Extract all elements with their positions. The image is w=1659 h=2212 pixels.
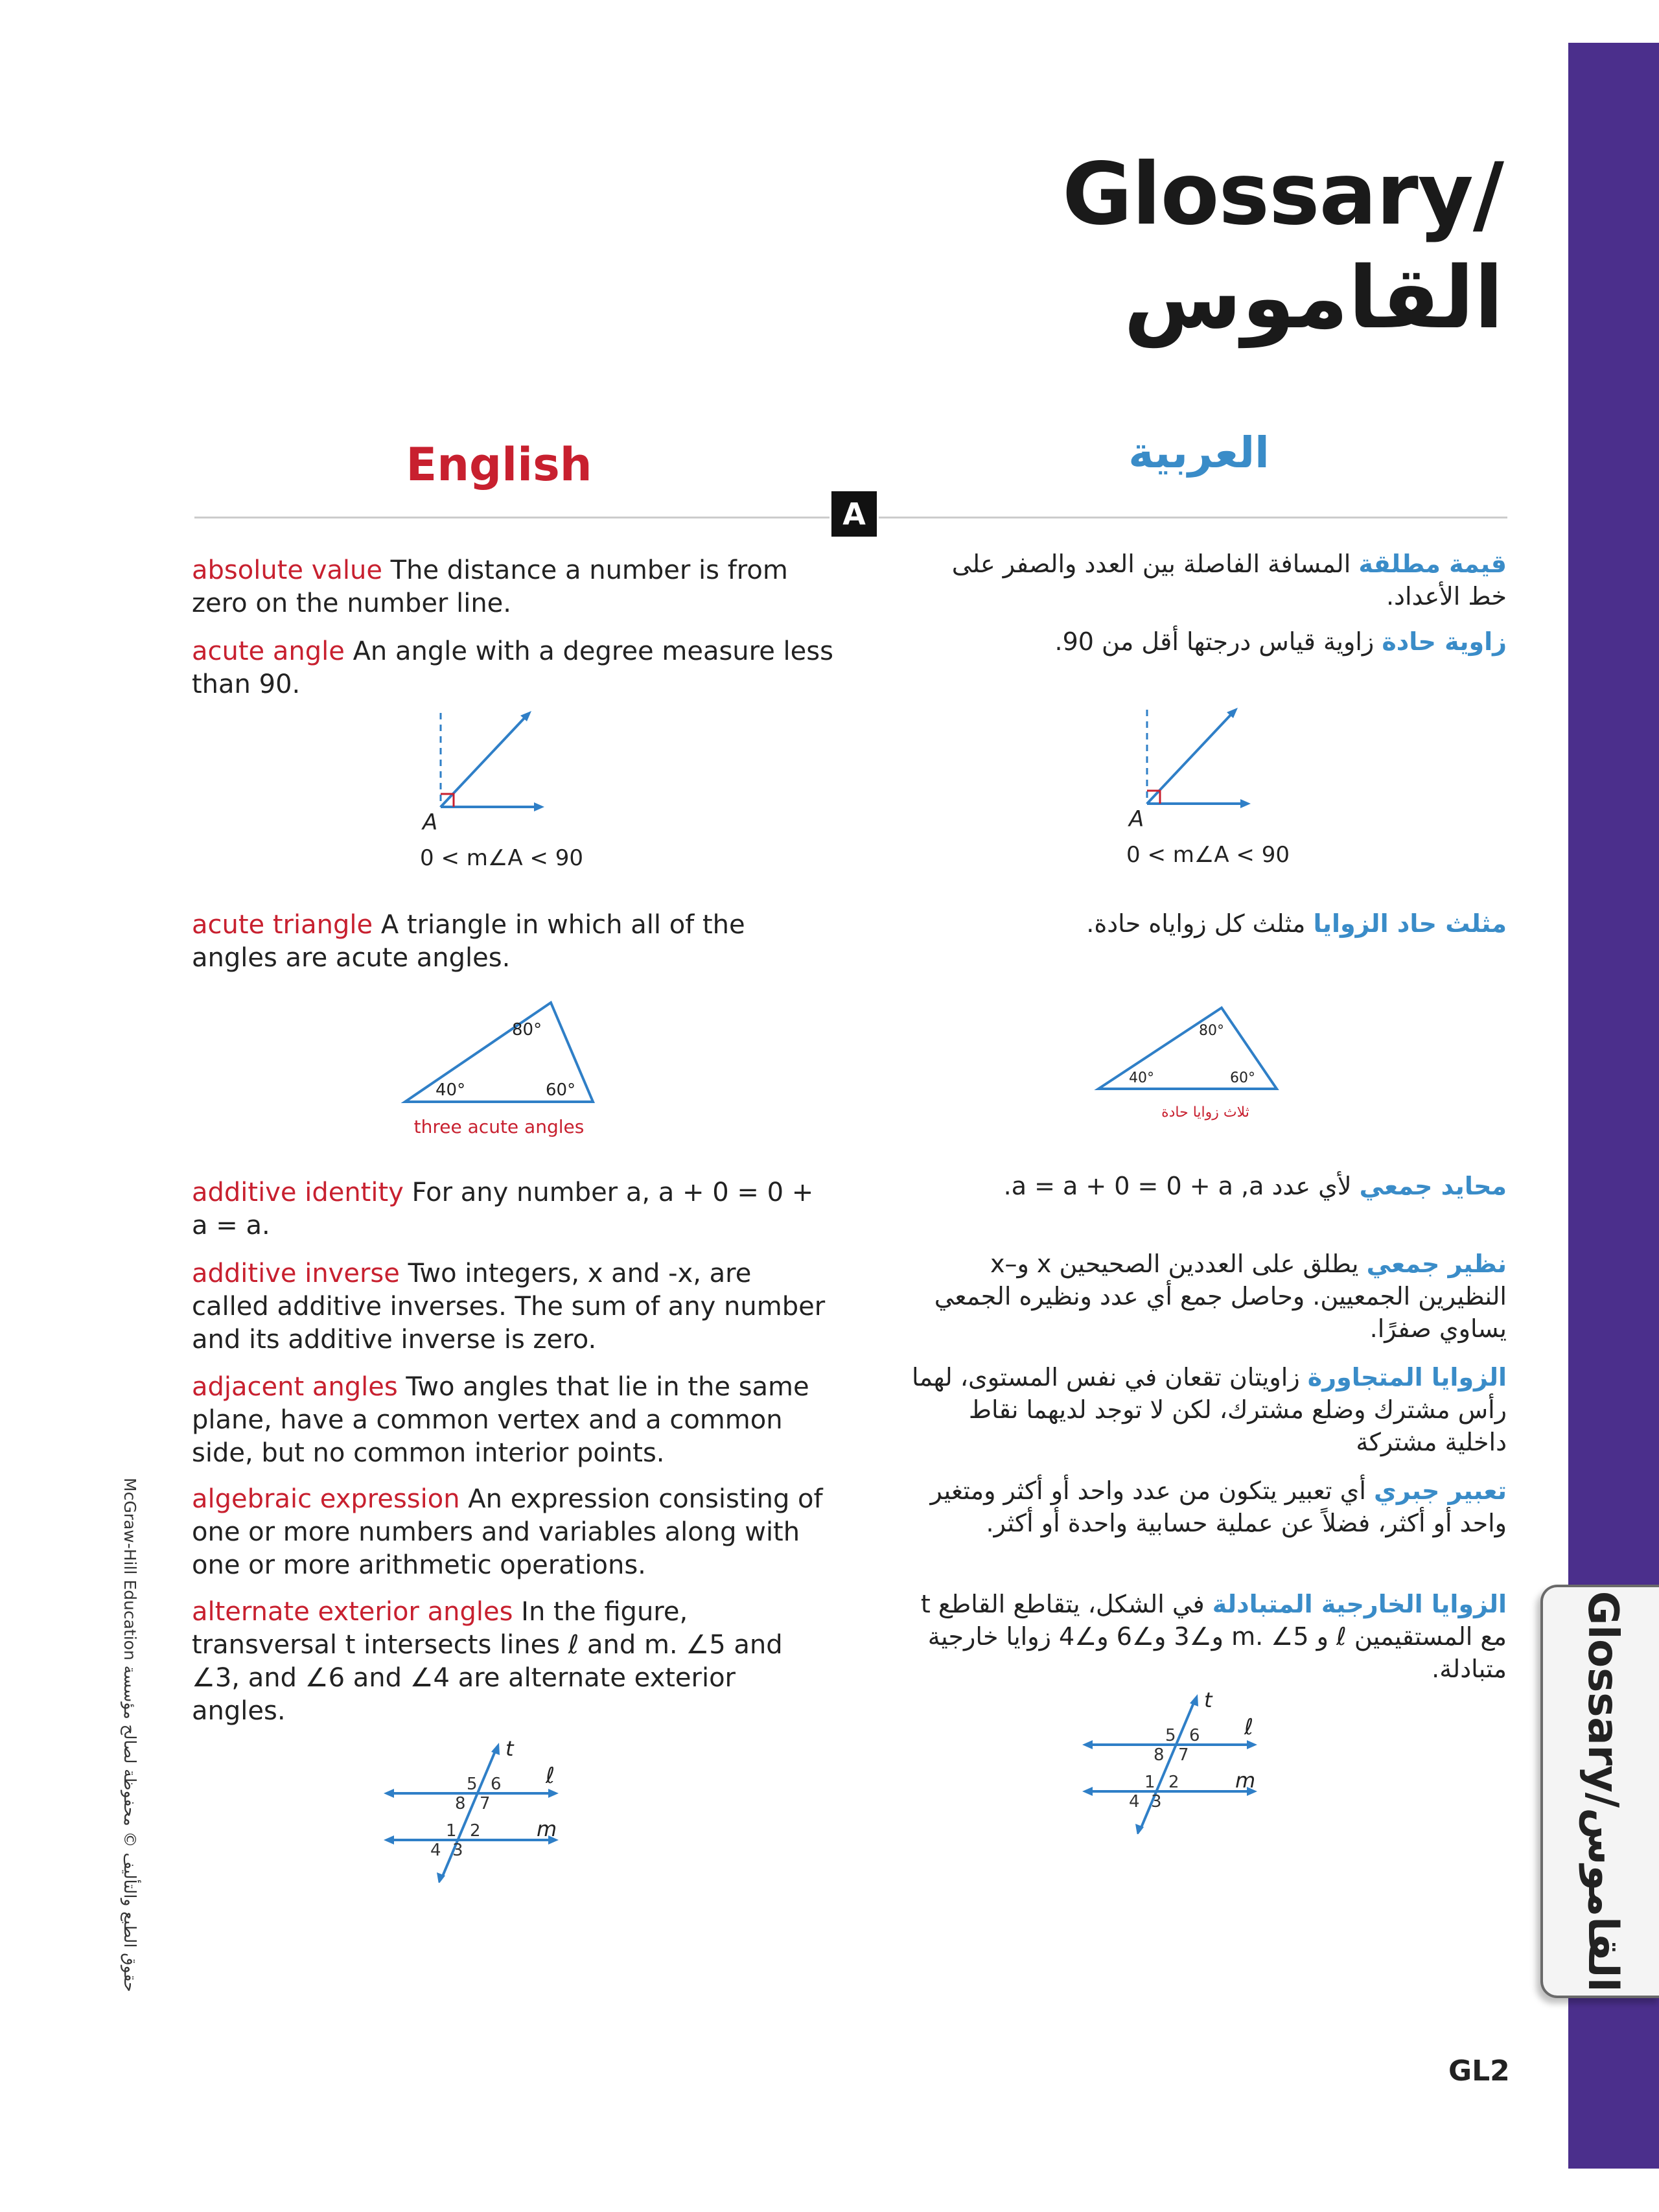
section-letter-badge: A — [831, 491, 877, 537]
entry-definition: The distance a number is from zero on the number line. — [192, 555, 788, 618]
angle-6: 6 — [1189, 1726, 1200, 1745]
entry-algebraic-expression — [192, 1483, 833, 1582]
label-l: ℓ — [546, 1763, 555, 1789]
ar-entry-definition: زاويتان تقعان في نفس المستوى، لهما رأس مشترك وضلع مشترك، لكن لا توجد لديهما نقاط داخلية مشتركة — [912, 1363, 1507, 1456]
entry-acute-triangle — [192, 909, 833, 975]
ar-entry-additive-inverse — [907, 1248, 1507, 1345]
triangle-top-angle: 80° — [1199, 1023, 1224, 1039]
entry-term: adjacent angles — [192, 1372, 398, 1402]
angle-8: 8 — [1154, 1745, 1165, 1765]
entry-adjacent-angles — [192, 1371, 833, 1470]
angle-3: 3 — [1151, 1792, 1162, 1811]
label-l: ℓ — [1244, 1714, 1254, 1740]
page-title: Glossary/القاموس — [1062, 145, 1503, 348]
ar-entry-term: الزوايا الخارجية المتبادلة — [1212, 1590, 1507, 1618]
ar-entry-absolute-value — [907, 548, 1507, 612]
label-m: m — [1235, 1768, 1256, 1793]
ar-entry-term: قيمة مطلقة — [1358, 550, 1507, 578]
ar-entry-definition: المسافة الفاصلة بين العدد والصفر على خط الأعداد. — [951, 550, 1507, 611]
ar-entry-algebraic-expression — [907, 1474, 1507, 1539]
entry-definition: An expression consisting of one or more numbers and variables along with one or more arithmetic operations. — [192, 1484, 823, 1580]
angle-3: 3 — [452, 1841, 463, 1860]
angle-2: 2 — [1168, 1773, 1179, 1792]
entry-term: acute triangle — [192, 910, 373, 940]
entry-absolute-value — [192, 554, 833, 620]
label-t: t — [505, 1740, 514, 1761]
ar-entry-alternate-exterior-angles — [907, 1588, 1507, 1685]
acute-angle-figure-ar — [1095, 697, 1328, 875]
angle-7: 7 — [1178, 1745, 1189, 1765]
arrowhead — [548, 1789, 559, 1798]
arrowhead — [384, 1789, 394, 1798]
label-m: m — [537, 1817, 557, 1841]
ar-entry-definition: لأي عدد a = a + 0 = 0 + a ,a. — [1003, 1172, 1352, 1200]
header-rule-right — [879, 517, 1507, 518]
angle-6: 6 — [491, 1775, 502, 1794]
entry-definition: An angle with a degree measure less than 90. — [192, 636, 833, 699]
header-rule-left — [194, 517, 830, 518]
transversal-figure — [382, 1740, 577, 1883]
triangle-top-angle: 80° — [512, 1020, 542, 1040]
triangle-left-angle: 40° — [435, 1080, 466, 1100]
entry-acute-angle — [192, 635, 833, 701]
triangle-right-angle: 60° — [1230, 1070, 1255, 1086]
angle-8: 8 — [455, 1794, 466, 1813]
angle-4: 4 — [430, 1841, 441, 1860]
page-number: GL2 — [1448, 2055, 1510, 2088]
entry-additive-inverse — [192, 1257, 833, 1356]
entry-term: acute angle — [192, 636, 345, 666]
triangle-left-angle: 40° — [1129, 1070, 1154, 1086]
entry-additive-identity — [192, 1176, 833, 1242]
ar-entry-definition: يطلق على العددين الصحيحين x و–x النظيرين الجمعيين. وحاصل جمع أي عدد ونظيره الجمعي يساوي صفرًا. — [934, 1250, 1507, 1343]
transversal-t — [1141, 1701, 1194, 1829]
ar-entry-term: تعبير جبري — [1374, 1476, 1507, 1505]
angle-4: 4 — [1129, 1792, 1140, 1811]
angle-1: 1 — [1144, 1773, 1155, 1792]
acute-angle-figure — [389, 700, 622, 878]
ar-entry-definition: زاوية قياس درجتها أقل من 90. — [1054, 627, 1375, 656]
arrowhead — [1247, 1740, 1257, 1749]
transversal-figure-ar — [1081, 1692, 1275, 1834]
vertex-label: A — [1129, 806, 1144, 832]
entry-term: additive inverse — [192, 1259, 400, 1288]
angle-1: 1 — [446, 1821, 457, 1841]
ar-entry-adjacent-angles — [907, 1361, 1507, 1458]
triangle-caption: three acute angles — [413, 1116, 585, 1137]
arrowhead — [1082, 1740, 1093, 1749]
glossary-side-tab[interactable] — [1540, 1585, 1659, 1998]
angle-5: 5 — [1165, 1726, 1176, 1745]
ar-entry-acute-triangle — [907, 907, 1507, 940]
arrowhead — [1082, 1787, 1093, 1796]
entry-term: alternate exterior angles — [192, 1597, 513, 1627]
entry-term: additive identity — [192, 1178, 404, 1207]
ar-entry-term: نظير جمعي — [1366, 1250, 1507, 1278]
ar-entry-acute-angle — [907, 625, 1507, 658]
transversal-t — [442, 1750, 496, 1878]
arrowhead — [491, 1743, 500, 1755]
angle-caption: 0 < m∠A < 90 — [420, 845, 583, 871]
arrowhead — [1190, 1694, 1198, 1706]
entry-definition: For any number a, a + 0 = 0 + a = a. — [192, 1178, 814, 1240]
arrowhead — [1240, 799, 1251, 808]
side-tab-label: Glossary/القاموس — [1578, 1590, 1627, 1992]
arrowhead — [534, 802, 544, 811]
ar-entry-definition: أي تعبير يتكون من عدد واحد أو أكثر ومتغير واحد أو أكثر، فضلاً عن عملية حسابية واحدة أو أكثر. — [930, 1476, 1507, 1537]
ar-entry-definition: مثلث كل زواياه حادة. — [1086, 909, 1306, 938]
angle-7: 7 — [480, 1794, 491, 1813]
acute-triangle-figure — [395, 995, 603, 1144]
entry-term: algebraic expression — [192, 1484, 460, 1514]
label-t: t — [1204, 1692, 1212, 1712]
entry-definition: In the figure, transversal t intersects lines ℓ and m. ∠5 and ∠3, and ∠6 and ∠4 are alternate exterior angles. — [192, 1597, 783, 1726]
vertex-label: A — [423, 809, 438, 835]
entry-definition: Two angles that lie in the same plane, have a common vertex and a common side, but no common interior points. — [192, 1372, 809, 1468]
arabic-column-header: العربية — [1128, 428, 1270, 478]
entry-definition: A triangle in which all of the angles are acute angles. — [192, 910, 745, 973]
ar-entry-term: مثلث حاد الزوايا — [1313, 909, 1507, 938]
english-column-header: English — [406, 438, 592, 491]
entry-alternate-exterior-angles — [192, 1596, 833, 1728]
ar-entry-term: محايد جمعي — [1359, 1172, 1507, 1200]
ar-entry-term: زاوية حادة — [1382, 627, 1507, 656]
angle-2: 2 — [470, 1821, 481, 1841]
ar-entry-additive-identity — [907, 1170, 1507, 1202]
arrowhead — [384, 1835, 394, 1845]
copyright-credit: McGraw-Hill Education حقوق الطبع والتأليف © محفوظة لصالح مؤسسة — [121, 1478, 139, 1992]
acute-triangle-figure-ar — [1089, 1001, 1296, 1131]
triangle-right-angle: 60° — [546, 1080, 576, 1100]
angle-caption: 0 < m∠A < 90 — [1126, 842, 1290, 868]
angle-5: 5 — [467, 1775, 478, 1794]
ar-entry-term: الزوايا المتجاورة — [1307, 1363, 1507, 1391]
ar-entry-definition: في الشكل، يتقاطع القاطع t مع المستقيمين ℓ و m. ∠5 و∠3 و∠6 و∠4 زوايا خارجية متبادلة. — [920, 1590, 1507, 1683]
entry-definition: Two integers, x and -x, are called additive inverses. The sum of any number and its additive inverse is zero. — [192, 1259, 826, 1355]
entry-term: absolute value — [192, 555, 382, 585]
triangle-caption: ثلاث زوايا حادة — [1161, 1104, 1249, 1121]
